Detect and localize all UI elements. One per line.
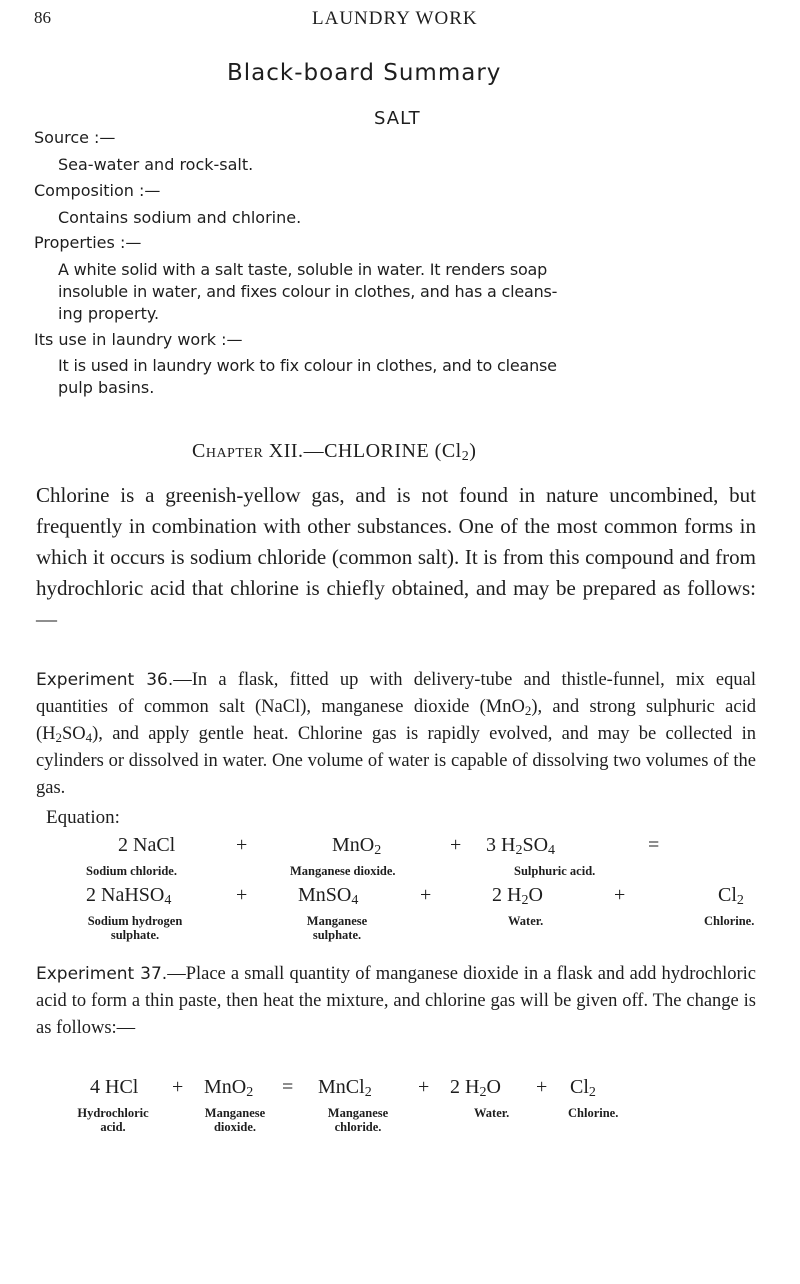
- eq2-term-chlorine: $Cl_2$: [718, 884, 744, 908]
- eq3-term-hydrochloric-acid: 4 HCl: [90, 1076, 139, 1098]
- eq3-term-chlorine: $Cl_2$: [570, 1076, 596, 1100]
- chapter-heading-close: ): [469, 440, 477, 462]
- eq3-caption-manganese-chloride: Manganese chloride.: [327, 1106, 389, 1134]
- summary-title: Black-board Summary: [227, 60, 502, 86]
- eq1-term-sulphuric-acid: 3 $H_2SO_4$: [486, 834, 556, 858]
- eq2-term-sodium-hydrogen-sulphate: 2 NaHSO$_4$: [86, 884, 172, 908]
- so4-sub: 4: [85, 730, 93, 745]
- chapter-heading-main: —CHLORINE (Cl: [303, 440, 462, 462]
- use-line-1: It is used in laundry work to fix colour in clothes, and to cleanse: [58, 356, 557, 375]
- chapter-heading: [192, 440, 476, 463]
- properties-line-2: insoluble in water, and fixes colour in clothes, and has a cleans-: [58, 282, 558, 301]
- chapter-intro: Chlorine is a greenish-yellow gas, and is not found in nature uncombined, but frequently in combination with other substances. One of the most common forms in which it occurs is sodium chloride (common salt). It is from this compound and from hydrochloric acid that chlorine is chiefly obtained, and may be prepared as follows:—: [36, 483, 756, 631]
- eq3-caption-manganese-dioxide: Manganese dioxide.: [204, 1106, 266, 1134]
- properties-heading: Properties :—: [34, 233, 142, 252]
- eq3-equals: =: [282, 1076, 294, 1098]
- chapter-heading-sub: 2: [461, 449, 470, 464]
- composition-heading: Composition :—: [34, 181, 161, 200]
- eq2-caption-water: Water.: [508, 914, 544, 928]
- source-text: Sea-water and rock-salt.: [58, 155, 254, 174]
- eq1-equals: =: [648, 834, 660, 856]
- eq1-term-manganese-dioxide: MnO$_2$: [332, 834, 382, 858]
- eq3-caption-water: Water.: [474, 1106, 510, 1120]
- eq3-plus-3: +: [536, 1076, 548, 1098]
- eq2-plus-1: +: [236, 884, 248, 906]
- experiment-36-text-a: —In a flask, fitted up with delivery-tube and thistle-funnel, mix equal quantities of common salt (NaCl), manganese dioxide (MnO: [36, 670, 756, 717]
- experiment-37-text: —Place a small quantity of manganese dioxide in a flask and add hydrochloric acid to form a thin paste, then heat the mixture, and chlorine gas will be given off. The change is as follows:—: [36, 964, 756, 1038]
- eq2-term-manganese-sulphate: MnSO$_4$: [298, 884, 359, 908]
- equation-label: Equation:: [46, 807, 120, 828]
- experiment-36: [36, 667, 756, 802]
- eq1-term-sodium-chloride: 2 NaCl: [118, 834, 176, 856]
- eq2-plus-3: +: [614, 884, 626, 906]
- experiment-36-text-c: SO: [62, 724, 86, 744]
- eq2-term-water: 2 $H_2O$: [492, 884, 543, 908]
- eq1-caption-manganese-dioxide: Manganese dioxide.: [290, 864, 396, 878]
- eq2-caption-manganese-sulphate: Manganese sulphate.: [306, 914, 368, 942]
- eq2-caption-sodium-hydrogen-sulphate: Sodium hydrogen sulphate.: [87, 914, 183, 942]
- source-heading: Source :—: [34, 128, 116, 147]
- eq2-plus-2: +: [420, 884, 432, 906]
- eq3-plus-2: +: [418, 1076, 430, 1098]
- eq3-term-water: 2 $H_2O$: [450, 1076, 501, 1100]
- summary-subtitle: SALT: [374, 108, 421, 129]
- experiment-37: [36, 961, 756, 1042]
- properties-line-3: ing property.: [58, 304, 160, 323]
- experiment-36-text-b: ), and strong sulphuric acid (H: [36, 697, 756, 744]
- mno2-sub: 2: [524, 703, 532, 718]
- eq2-caption-chlorine: Chlorine.: [704, 914, 755, 928]
- eq3-caption-hydrochloric-acid: Hydrochloric acid.: [77, 1106, 149, 1134]
- eq1-plus-1: +: [236, 834, 248, 856]
- experiment-36-text-d: ), and apply gentle heat. Chlorine gas is rapidly evolved, and may be collected in cylinders or dissolved in water. One volume of water is capable of dissolving two volumes of the gas.: [36, 724, 756, 798]
- running-title: LAUNDRY WORK: [312, 8, 478, 29]
- eq3-term-manganese-chloride: MnCl$_2$: [318, 1076, 372, 1100]
- eq1-caption-sulphuric-acid: Sulphuric acid.: [514, 864, 596, 878]
- composition-text: Contains sodium and chlorine.: [58, 208, 302, 227]
- page-number: 86: [34, 8, 51, 27]
- use-heading: Its use in laundry work :—: [34, 330, 243, 349]
- experiment-37-label: Experiment 37.: [36, 964, 168, 984]
- eq3-term-manganese-dioxide: MnO$_2$: [204, 1076, 254, 1100]
- eq3-caption-chlorine: Chlorine.: [568, 1106, 619, 1120]
- chapter-heading-prefix: Chapter XII.: [192, 440, 304, 462]
- properties-line-1: A white solid with a salt taste, soluble in water. It renders soap: [58, 260, 548, 279]
- experiment-36-label: Experiment 36.: [36, 670, 174, 690]
- use-line-2: pulp basins.: [58, 378, 155, 397]
- eq3-plus-1: +: [172, 1076, 184, 1098]
- h2-sub: 2: [55, 730, 62, 745]
- eq1-plus-2: +: [450, 834, 462, 856]
- eq1-caption-sodium-chloride: Sodium chloride.: [86, 864, 177, 878]
